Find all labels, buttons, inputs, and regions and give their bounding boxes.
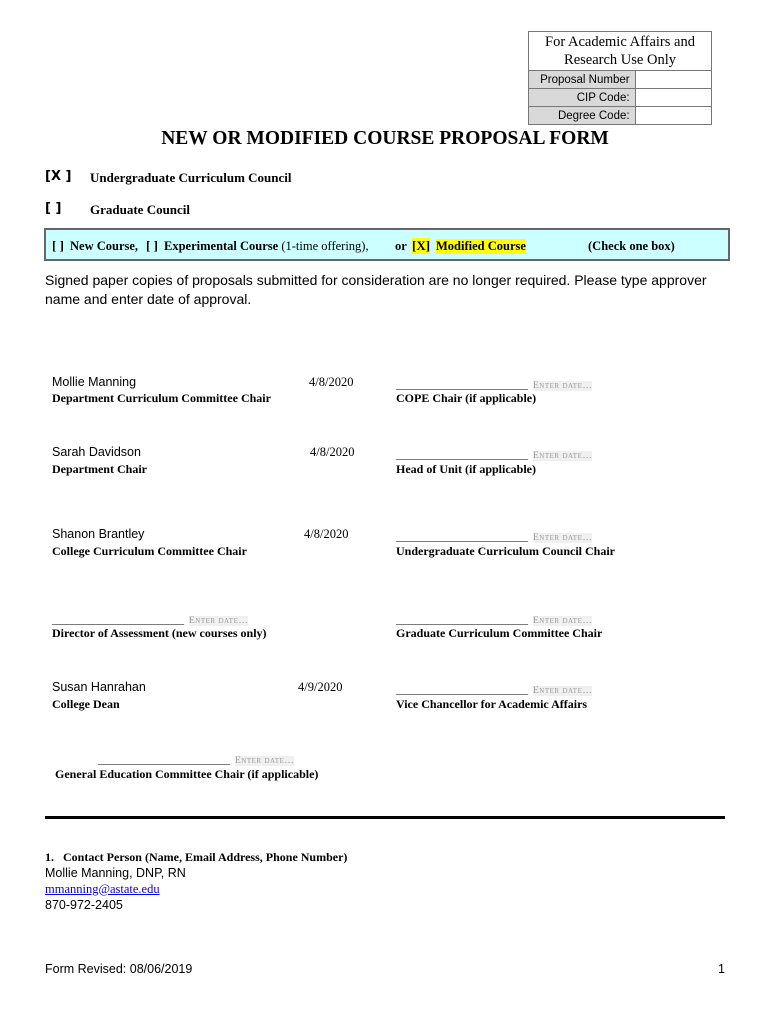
college-cur-chair-date[interactable]: 4/8/2020 (304, 527, 349, 541)
office-use-box (528, 31, 712, 125)
course-type-box (44, 228, 730, 261)
proposal-number-label: Proposal Number (529, 71, 636, 89)
date-placeholder[interactable]: Enter date… (189, 616, 249, 626)
gcc-chair-signature-field[interactable]: ________________________ Enter date… (396, 614, 593, 626)
gen-ed-title: General Education Committee Chair (if applicable) (55, 767, 319, 781)
check-one-instruction: (Check one box) (588, 239, 675, 253)
experimental-course-label: Experimental Course (1-time offering), (164, 239, 369, 253)
cur-chair-name[interactable]: Mollie Manning (52, 375, 137, 389)
modified-course-checkbox[interactable]: [X] (412, 238, 431, 253)
dept-chair-name[interactable]: Sarah Davidson (52, 445, 141, 459)
degree-code-label: Degree Code: (529, 107, 636, 125)
dean-date[interactable]: 4/9/2020 (298, 680, 343, 694)
experimental-course-checkbox[interactable]: [ ] (146, 238, 158, 253)
cope-chair-signature-field[interactable]: ________________________ Enter date… (396, 379, 593, 391)
form-title: NEW OR MODIFIED COURSE PROPOSAL FORM (161, 128, 609, 149)
assessment-signature-field[interactable]: ________________________ Enter date… (52, 614, 249, 626)
dean-name[interactable]: Susan Hanrahan (52, 680, 146, 694)
cope-chair-title: COPE Chair (if applicable) (396, 391, 537, 405)
date-placeholder[interactable]: Enter date… (533, 533, 593, 543)
contact-name: Mollie Manning, DNP, RN (45, 866, 186, 880)
new-course-checkbox[interactable]: [ ] (52, 238, 64, 253)
assessment-title: Director of Assessment (new courses only) (52, 626, 267, 640)
ucc-chair-signature-field[interactable]: ________________________ Enter date… (396, 531, 593, 543)
head-unit-signature-field[interactable]: ________________________ Enter date… (396, 449, 593, 461)
graduate-council-label: Graduate Council (90, 202, 191, 217)
graduate-council-checkbox[interactable]: [ ] (45, 201, 62, 216)
vice-chancellor-signature-field[interactable]: ________________________ Enter date… (396, 684, 593, 696)
dept-chair-title: Department Chair (52, 462, 147, 476)
proposal-number-field[interactable] (635, 71, 711, 89)
ucc-checkbox[interactable]: [X ] (45, 169, 72, 184)
contact-heading: 1. Contact Person (Name, Email Address, Phone Number) (45, 850, 348, 864)
new-course-label: New Course, (70, 239, 139, 253)
cur-chair-title: Department Curriculum Committee Chair (52, 391, 271, 405)
gcc-chair-title: Graduate Curriculum Committee Chair (396, 626, 603, 640)
gen-ed-signature-field[interactable]: ________________________ Enter date… (98, 754, 295, 766)
cur-chair-date[interactable]: 4/8/2020 (309, 375, 354, 389)
ucc-label: Undergraduate Curriculum Council (90, 170, 292, 185)
section-divider (45, 816, 725, 819)
dean-title: College Dean (52, 697, 120, 711)
date-placeholder[interactable]: Enter date… (533, 381, 593, 391)
date-placeholder[interactable]: Enter date… (533, 616, 593, 626)
date-placeholder[interactable]: Enter date… (235, 756, 295, 766)
date-placeholder[interactable]: Enter date… (533, 451, 593, 461)
form-revised: Form Revised: 08/06/2019 (45, 962, 193, 976)
contact-phone: 870-972-2405 (45, 898, 123, 912)
page-number: 1 (718, 962, 725, 976)
cip-code-label: CIP Code: (529, 89, 636, 107)
date-placeholder[interactable]: Enter date… (533, 686, 593, 696)
instructions-note: Signed paper copies of proposals submitted for consideration are no longer required. Please type approver name and enter date of approval. (45, 272, 707, 307)
college-cur-chair-title: College Curriculum Committee Chair (52, 544, 247, 558)
college-cur-chair-name[interactable]: Shanon Brantley (52, 527, 145, 541)
or-text: or (395, 239, 407, 253)
ucc-chair-title: Undergraduate Curriculum Council Chair (396, 544, 615, 558)
contact-email-link[interactable]: mmanning@astate.edu (45, 882, 160, 896)
office-use-title: For Academic Affairs and Research Use Only (529, 32, 712, 71)
vice-chancellor-title: Vice Chancellor for Academic Affairs (396, 697, 588, 711)
cip-code-field[interactable] (635, 89, 711, 107)
degree-code-field[interactable] (635, 107, 711, 125)
dept-chair-date[interactable]: 4/8/2020 (310, 445, 355, 459)
head-unit-title: Head of Unit (if applicable) (396, 462, 536, 476)
modified-course-label: Modified Course (436, 239, 526, 253)
